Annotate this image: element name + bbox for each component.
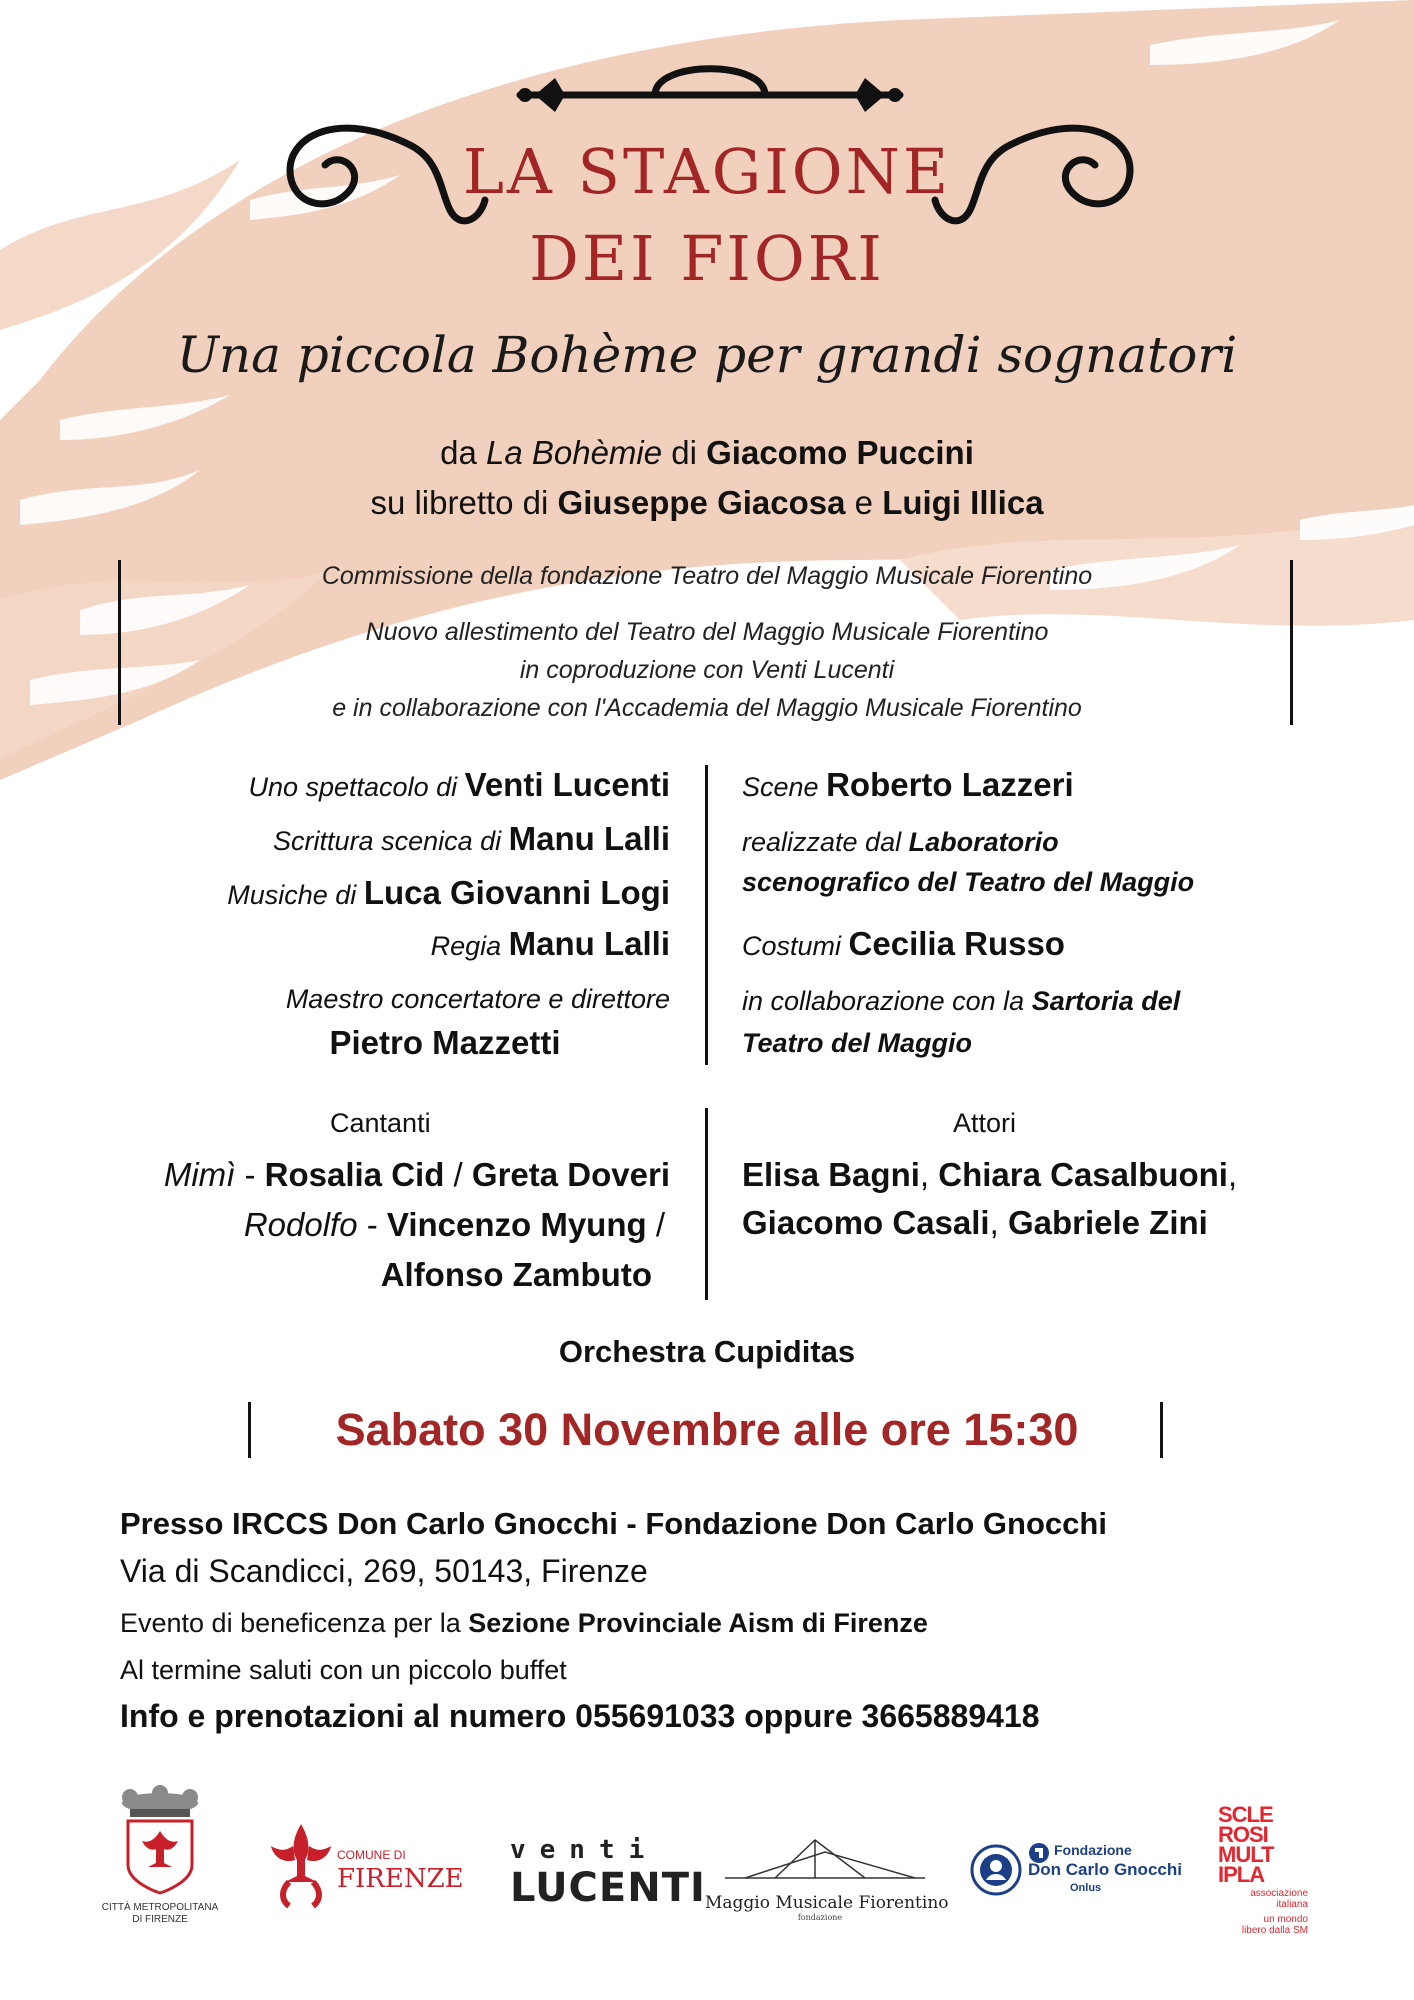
venti-lucenti-logo: venti LUCENTI <box>510 1835 706 1911</box>
cast-rodolfo-alt: Alfonso Zambuto <box>380 1256 652 1293</box>
aism-caption: associazione italiana un mondo libero dalla SM <box>1241 1888 1308 1936</box>
commission-line-2: Nuovo allestimento del Teatro del Maggio Musicale Fiorentino <box>365 618 1049 646</box>
credit-conductor-role: Maestro concertatore e direttore <box>285 984 670 1014</box>
credit-writing: Scrittura scenica di Manu Lalli <box>273 820 670 857</box>
actors-header: Attori <box>953 1108 1017 1138</box>
commission-line-4: e in collaborazione con l'Accademia del Maggio Musicale Fiorentino <box>332 694 1082 722</box>
cast-mimi: Mimì - Rosalia Cid / Greta Doveri <box>163 1156 670 1193</box>
comune-firenze-logo: COMUNE DI FIRENZE <box>265 1820 465 1910</box>
gnocchi-logo: Fondazione Don Carlo Gnocchi Onlus <box>970 1840 1180 1900</box>
charity-line: Evento di beneficenza per la Sezione Provinciale Aism di Firenze <box>120 1608 928 1638</box>
gnocchi-seal-icon <box>970 1844 1022 1896</box>
credit-scene: Scene Roberto Lazzeri <box>742 766 1074 803</box>
orchestra: Orchestra Cupiditas <box>558 1334 856 1369</box>
crown-shield-icon <box>100 1785 220 1897</box>
title-line-2: DEI FIORI <box>529 222 885 295</box>
commission-line-1: Commissione della fondazione Teatro del Maggio Musicale Fiorentino <box>321 562 1093 590</box>
credit-conductor-name: Pietro Mazzetti <box>329 1024 561 1061</box>
maggio-musicale-logo: Maggio Musicale Fiorentino fondazione <box>705 1830 935 1930</box>
credit-music: Musiche di Luca Giovanni Logi <box>227 874 670 911</box>
cast-divider <box>705 1108 708 1300</box>
credit-costumes: Costumi Cecilia Russo <box>742 925 1065 962</box>
commission-line-3: in coproduzione con Venti Lucenti <box>519 656 895 684</box>
aism-wordmark: SCLE ROSI MULT IPLA <box>1218 1802 1274 1887</box>
theatre-building-icon <box>705 1830 935 1888</box>
subtitle: Una piccola Bohème per grandi sognatori <box>176 326 1238 384</box>
venue-name: Presso IRCCS Don Carlo Gnocchi - Fondazione Don Carlo Gnocchi <box>120 1506 1107 1541</box>
cast-rodolfo: Rodolfo - Vincenzo Myung / <box>243 1206 665 1243</box>
cast-actors-line-2: Giacomo Casali, Gabriele Zini <box>742 1204 1208 1241</box>
credits-divider <box>705 765 708 1065</box>
venue-address: Via di Scandicci, 269, 50143, Firenze <box>120 1553 648 1589</box>
event-date: Sabato 30 Novembre alle ore 15:30 <box>335 1404 1079 1455</box>
buffet-line: Al termine saluti con un piccolo buffet <box>120 1655 567 1685</box>
credit-scene-note: realizzate dal Laboratorio scenografico del Teatro del Maggio <box>742 827 1195 897</box>
credit-production: Uno spettacolo di Venti Lucenti <box>248 766 670 803</box>
credit-direction: Regia Manu Lalli <box>430 925 670 962</box>
source-line-2: su libretto di Giuseppe Giacosa e Luigi Illica <box>370 484 1044 521</box>
metro-firenze-caption: CITTÀ METROPOLITANA DI FIRENZE <box>101 1902 219 1925</box>
source-line-1: da La Bohèmie di Giacomo Puccini <box>440 434 974 471</box>
cast-actors-line-1: Elisa Bagni, Chiara Casalbuoni, <box>742 1156 1238 1193</box>
credit-costumes-note: in collaborazione con la Sartoria del Teatro del Maggio <box>742 986 1181 1058</box>
info-line: Info e prenotazioni al numero 055691033 oppure 3665889418 <box>120 1698 1040 1734</box>
aism-logo <box>1218 1802 1308 1936</box>
singers-header: Cantanti <box>330 1108 431 1138</box>
fleur-de-lis-icon <box>265 1820 337 1910</box>
title-line-1: LA STAGIONE <box>462 135 952 208</box>
metro-firenze-logo <box>100 1785 220 1935</box>
